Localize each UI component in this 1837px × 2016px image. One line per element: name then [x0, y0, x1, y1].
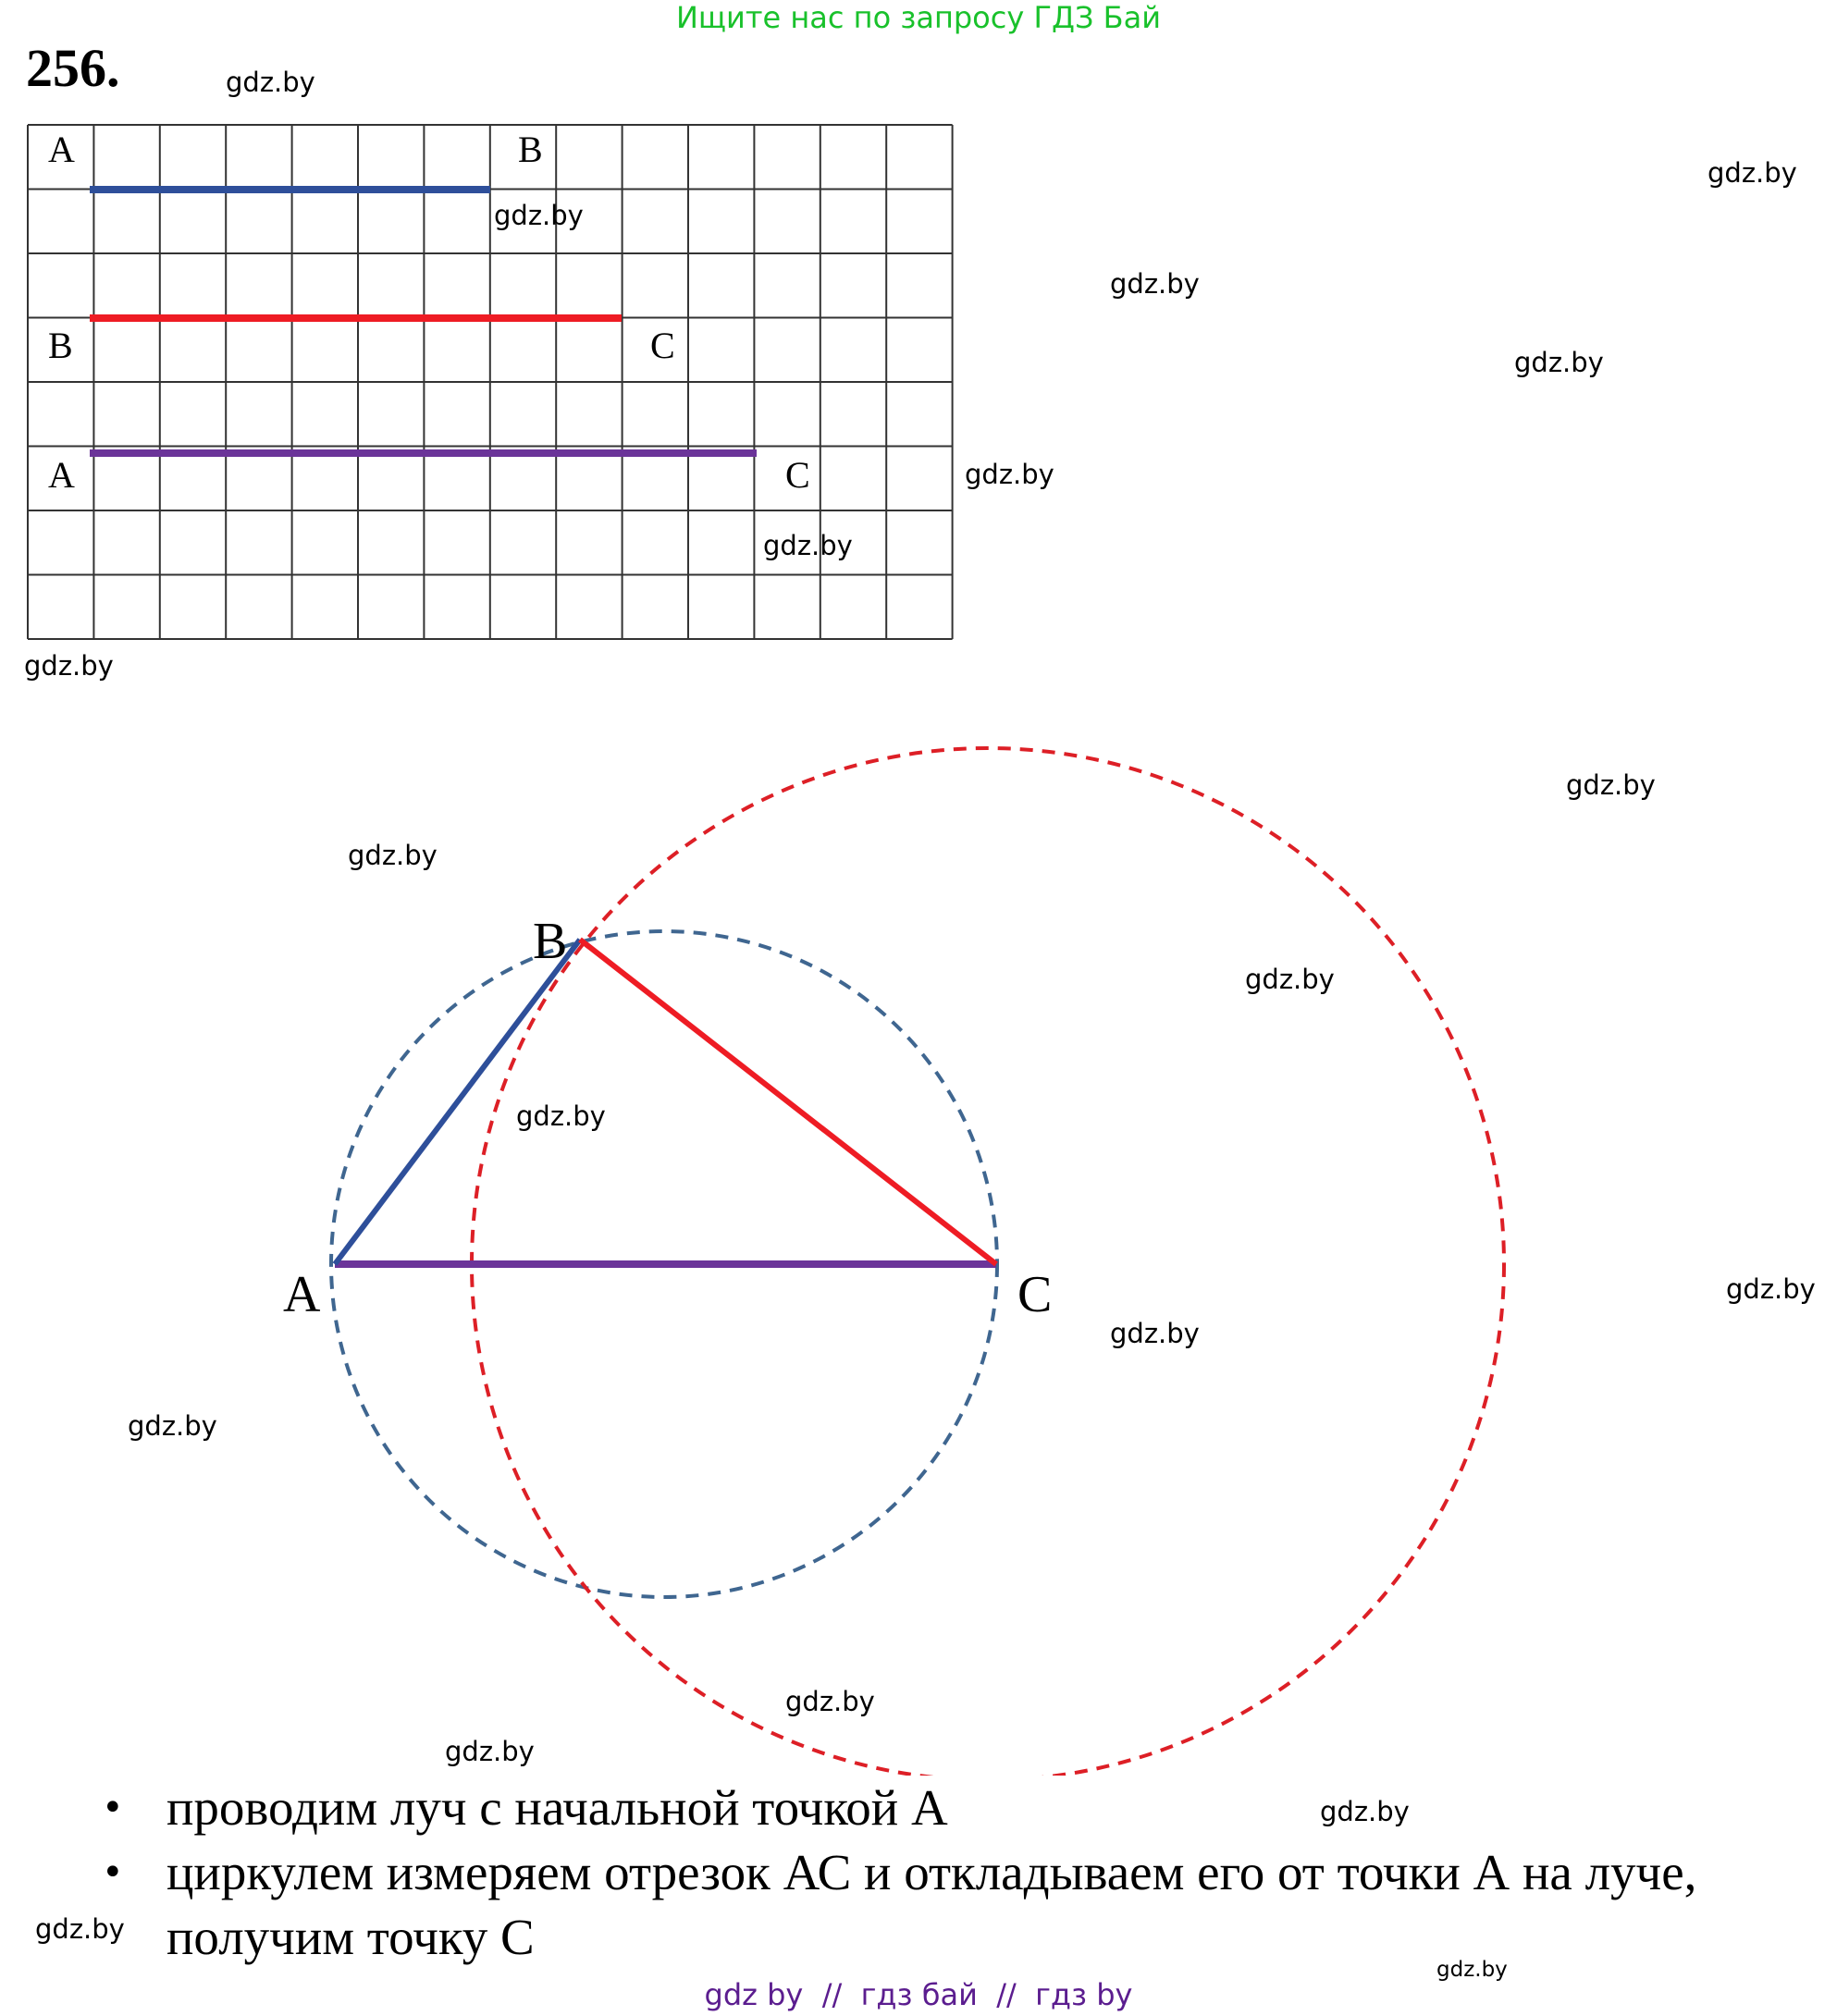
- grid-label-a-row1: A: [48, 129, 75, 170]
- watermark: gdz.by: [348, 840, 438, 871]
- watermark: gdz.by: [1708, 157, 1797, 189]
- watermark: gdz.by: [494, 200, 584, 231]
- step-item: [92, 1776, 1831, 1840]
- bullet-icon: •: [102, 1787, 124, 1829]
- header-banner: Ищите нас по запросу ГДЗ Бай: [675, 0, 1162, 35]
- watermark: gdz.by: [1566, 769, 1656, 801]
- grid-label-c-row3: C: [785, 454, 810, 496]
- step-item: [92, 1840, 1831, 1970]
- task-number: 256.: [26, 38, 120, 98]
- point-label-c: C: [1017, 1266, 1053, 1323]
- grid-label-a-row3: A: [48, 454, 75, 496]
- step-text: циркулем измеряем отрезок АС и откладываем его от точки А на луче, получим точку С: [166, 1844, 1697, 1965]
- watermark: gdz.by: [1514, 347, 1604, 378]
- watermark: gdz.by: [516, 1100, 606, 1132]
- step-text: проводим луч с начальной точкой А: [166, 1779, 948, 1836]
- watermark: gdz.by: [1245, 964, 1335, 995]
- watermark: gdz.by: [763, 530, 853, 561]
- watermark: gdz.by: [24, 650, 114, 682]
- watermark: gdz.by: [785, 1686, 875, 1717]
- watermark: gdz.by: [1110, 268, 1200, 300]
- watermark: gdz.by: [1320, 1796, 1410, 1827]
- watermark: gdz.by: [226, 67, 315, 98]
- point-label-a: A: [283, 1266, 321, 1323]
- bullet-icon: •: [102, 1851, 124, 1894]
- watermark: gdz.by: [445, 1736, 535, 1767]
- grid-label-c-row2: C: [650, 325, 675, 366]
- watermark: gdz.by: [1110, 1318, 1200, 1349]
- watermark: gdz.by: [128, 1410, 217, 1442]
- steps-list: [92, 1776, 1831, 1970]
- watermark: gdz.by: [965, 459, 1054, 490]
- watermark: gdz.by: [1436, 1958, 1508, 1982]
- grid-label-b-row1: B: [518, 129, 543, 170]
- watermark: gdz.by: [1726, 1273, 1816, 1305]
- footer: gdz by // гдз бай // гдз by: [704, 1977, 1133, 2012]
- segment-bc: [580, 940, 996, 1264]
- watermark: gdz.by: [35, 1913, 125, 1945]
- grid-label-b-row2: B: [48, 325, 73, 366]
- point-label-b: B: [533, 913, 568, 970]
